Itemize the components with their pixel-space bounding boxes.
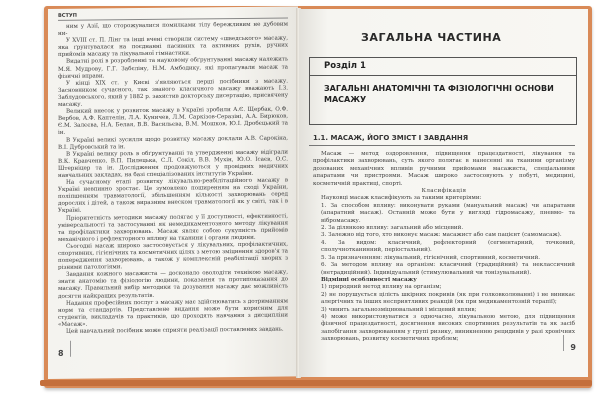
paragraph: Надання професійних послуг з масажу має здійснюватись з дотриманням норм та стандартів. Представлене видання може бути корисним для студентів, викладачів та практиків, що проходять навчання з дисципліни «Масаж». — [58, 298, 288, 328]
paragraph: ним у Азії, що сторожувалися помилками тілу бережливим не дубовим ни- — [58, 21, 288, 37]
page-number-rule — [70, 341, 71, 357]
left-page — [48, 6, 298, 379]
paragraph: 2. За ділянкою впливу: загальний або місцевий. — [321, 225, 464, 232]
running-head: ВСТУП — [58, 12, 77, 19]
page-number-left: 8 — [58, 348, 64, 358]
paragraph: 5. За призначенням: лікувальний, гігієнічний, спортивний, косметичний. — [321, 254, 541, 261]
paragraph: 1) природний метод впливу на організм; — [321, 284, 442, 291]
paragraph: У XVIII ст. П. Лінг та інші вчені створили систему «шведського» масажу, яка ґрунтувалася на поєднанні пасивних та активних рухів, ручних прийомів масажу та лікувальної гімнастики. — [58, 35, 288, 59]
paragraph: Великий внесок у розвиток масажу в Україні зробили А.Є. Щербак, О.Ф. Вербов, А.Ф. Каптелін, Л.А. Куничев, Л.М. Саркізов-Серазіні, А.А. Бирюков, Є.М. Залєєва, Н.А. Белая, В.В. Васильєва, В.М. Мошков, Ю.І. Дробєцький та ін. — [58, 106, 288, 137]
paragraph: Видатні ролі в розробленні та науковому обґрунтуванні масажу належить М.Я. Мудрову, Г.Г. Забєліну, Н.М. Амбодику, які пропагували масаж та фізичні вправи. — [58, 56, 288, 80]
paragraph: Науковці масаж класифікують за такими критеріями: — [321, 195, 482, 202]
right-page — [299, 9, 588, 377]
paragraph: 3. Залежно від того, хто виконує масаж: масажист або сам пацієнт (самомасаж). — [321, 232, 562, 239]
paragraph: В Україні велику роль в обґрунтуванні та утвердженні масажу відіграли В.К. Кравченко, В.П. Пилецька, С.Л. Сокіл, В.В. Мухін, Ю.О. Ісаєв, О.С. Штерніцер та ін. Дослідження продовжуються у провідних медичних навчальних закладах, на базі спеціалізованих інститутів України. — [58, 149, 288, 179]
paragraph: Сьогодні масаж широко застосовується у лікувальних, профілактичних, спортивних, гігієнічних та косметичних цілях з метою зміцнення здоров'я та попередження захворювань, а також у комплексній реабілітації хворих з різними патологіями. — [58, 241, 288, 272]
left-page-body — [58, 21, 288, 336]
paragraph: Масаж — метод оздоровлення, підвищення працездатності, лікування та профілактики захворювань, суть якого полягає в нанесенні на тканини організму дозованих механічних впливів ручними прийомами масажиста, спеціальними апаратами чи пристроями. Масаж широко застосовують у побуті, медицині, косметичній практиці, спорті. — [313, 151, 575, 187]
page-number-rule — [563, 335, 564, 351]
paragraph: Цей навчальний посібник може сприяти реалізації поставлених завдань. — [66, 326, 284, 335]
header-rule — [58, 17, 288, 20]
subsection-title: 1.1. МАСАЖ, ЙОГО ЗМІСТ І ЗАВДАННЯ — [313, 134, 469, 142]
chapter-title: ЗАГАЛЬНІ АНАТОМІЧНІ ТА ФІЗІОЛОГІЧНІ ОСНОВИ МАСАЖУ — [324, 84, 554, 104]
centered-heading: Класифікація — [421, 188, 467, 195]
paragraph: 2) не порушується цілість шкірних покривів (як при голковколюванні) і не виникає алергічних та інших несприятливих реакцій (як при медикаментозній терапії); — [321, 291, 575, 306]
right-page-body — [313, 151, 575, 344]
subheading: Відмінні особливості масажу — [321, 276, 417, 283]
cover-edge — [40, 380, 592, 386]
paragraph: На сучасному етапі розвитку лікувально-реабілітаційного масажу в Україні невпинно зростає. Це зумовлено поширенням на сході України, поліпшенням травматології, збільшенням кількості захворювань серед дорослих і дітей, а також виразним внеском травматології як у світі, так і в Україні. — [58, 177, 288, 215]
paragraph: 3) чинить загальнозміцнювальний і місцевий вплив; — [321, 306, 477, 313]
part-title: ЗАГАЛЬНА ЧАСТИНА — [361, 31, 502, 44]
paragraph: У кінці XIX ст. у Києві з'являються перші посібники з масажу. Засновником сучасного, так званого класичного масажу вважають І.З. Заблудовського, який у 1882 р. захистив докторську дисертацію, присвячену масажу. — [58, 78, 288, 108]
chapter-label-bar — [310, 58, 576, 76]
paragraph: 6. За методом впливу на організм: класичний (традиційний) та неклассичний (нетрадиційний). Індивідуальний (стимулювальний чи тонізувальний). — [321, 262, 575, 276]
paragraph: Пріоритетність методики масажу полягає у її доступності, ефективності, універсальності та застосуванні як немедикаментозного методу лікування та профілактики захворювань. Масаж являє собою сукупність прийомів механічного і рефлекторного впливу на тканини і органи людини. — [58, 213, 288, 243]
subsection-rule — [309, 145, 575, 146]
chapter-box — [309, 57, 577, 125]
paragraph: 4) може використовуватися з одночасно, лікувальною метою, для підвищення фізичної працездатності, досягнення високих спортивних результатів та як засіб запобігання захворюванням у групі ризику, виникненню рецидивів у разі хронічних захворювань, розвитку косметичних проблем; — [321, 313, 575, 343]
paragraph: 4. За видом: класичний, рефлекторний (сегментарний, точковий, сполучнотканинний, періостальний). — [321, 239, 575, 254]
paragraph: 1. За способом впливу: виконувати руками (мануальний масаж) чи апаратами (апаратний масаж). Останній може бути у вигляді гідромасажу, пневмо- та вібромасажу. — [321, 202, 575, 224]
page-number-right: 9 — [570, 343, 576, 352]
paragraph: В Україні великі зусилля щодо розвитку масажу доклали А.В. Сарокіна, В.І. Дубровський та ін. — [58, 134, 288, 151]
chapter-label: Розділ 1 — [324, 61, 366, 71]
paragraph: Завдання кожного масажиста — досконало оволодіти технікою масажу, знати анатомію та фізіологію людини, показання та протипоказання до масажу. Правильний вибір методики та дозування масажу дає можливість досягти найкращих результатів. — [58, 269, 288, 300]
